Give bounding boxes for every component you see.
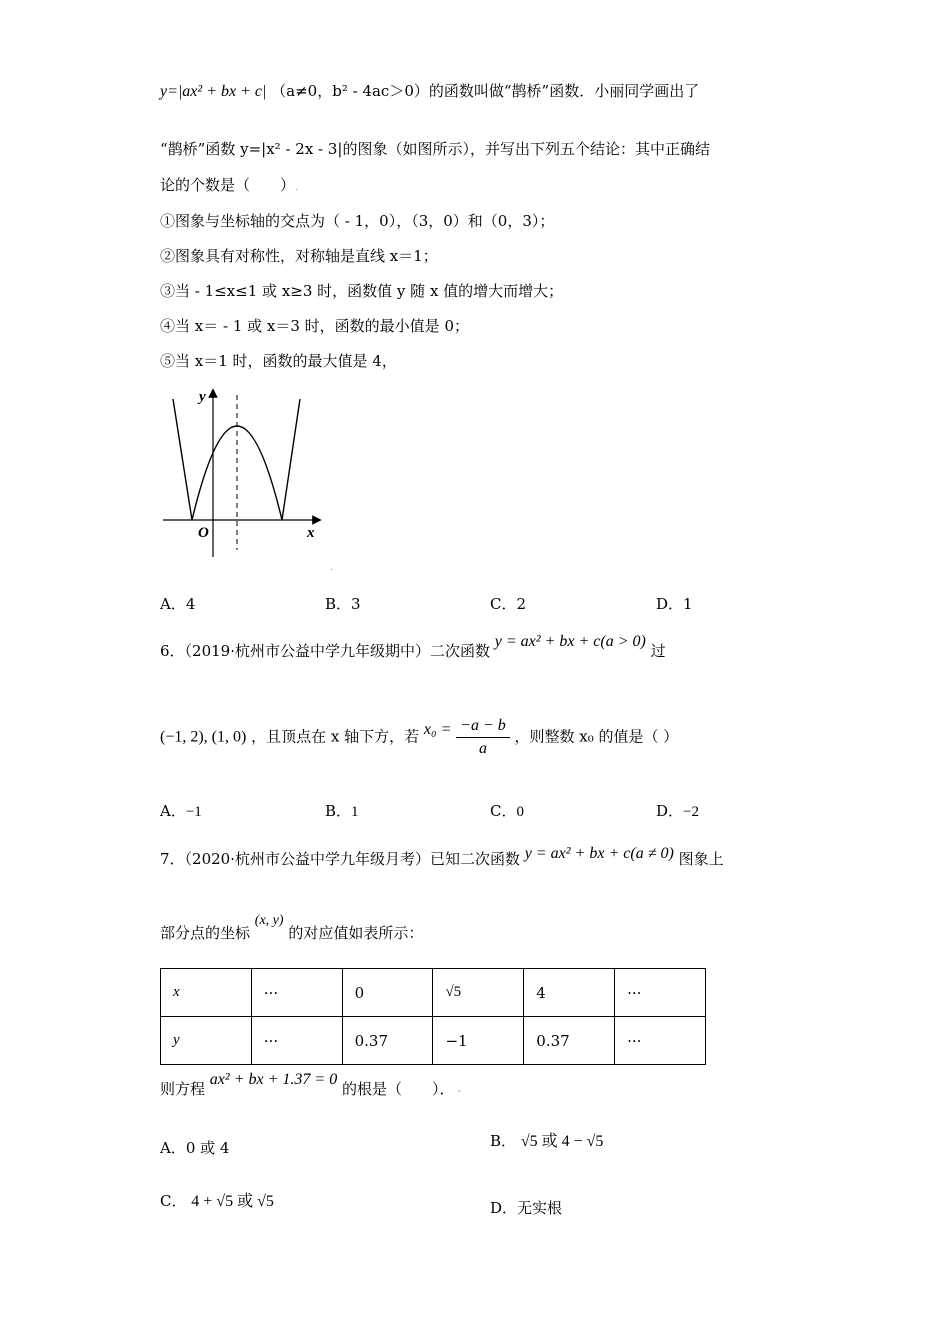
q7-option-c-letter: C．: [160, 1192, 187, 1210]
q5-option-b: B．3: [325, 595, 361, 613]
table-cell: x: [161, 969, 252, 1017]
statement-5: ⑤当 x＝1 时，函数的最大值是 4，: [160, 352, 397, 370]
table-cell: y: [161, 1017, 252, 1065]
q7-option-a-letter: A．: [160, 1139, 186, 1157]
intro-text-1: 的函数叫做“鹊桥”函数．小丽同学画出了: [428, 82, 700, 100]
q7-line-1: [160, 845, 724, 871]
q7-suffix: 图象上: [678, 850, 724, 868]
table-cell: √5: [433, 969, 524, 1017]
q6-option-c-letter: C．: [490, 802, 517, 820]
value-table: [160, 968, 706, 1065]
q7-option-c: [160, 1190, 274, 1213]
table-row: [161, 969, 706, 1017]
q6-fraction: [456, 715, 510, 760]
q7-prefix: 7．（2020·杭州市公益中学九年级月考）已知二次函数: [160, 850, 520, 868]
q6-option-b-value: 1: [351, 804, 359, 820]
x-axis-label: x: [307, 525, 315, 541]
intro-line-3: 论的个数是（ ）.: [160, 176, 299, 194]
q6-frac-denominator: a: [478, 740, 487, 757]
table-cell: ···: [615, 969, 706, 1017]
statement-4: ④当 x＝ - 1 或 x＝3 时，函数的最小值是 0；: [160, 317, 469, 335]
q6-option-a-letter: A．: [160, 802, 186, 820]
q6-option-d-letter: D．: [656, 802, 684, 820]
table-cell: ···: [251, 969, 342, 1017]
intro-line-2: “鹊桥”函数 y=|x² - 2x - 3|的图象（如图所示），并写出下列五个结论：其中正确结: [160, 140, 710, 158]
graph-mark: .: [330, 562, 334, 573]
q5-option-a: A．4: [160, 595, 196, 613]
q7-option-c-value: 4 + √5 或 √5: [191, 1193, 274, 1210]
queqiao-condition: （a≠0，b² - 4ac＞0）: [271, 82, 429, 100]
table-cell: 4: [524, 969, 615, 1017]
q7-formula: y = ax² + bx + c(a ≠ 0): [524, 845, 674, 862]
q6-tail: ，则整数 x₀ 的值是（ ）: [514, 727, 679, 746]
q7-option-a-value: 0 或 4: [185, 1139, 230, 1157]
q6-frac-numerator: −a − b: [456, 715, 510, 738]
table-cell: 0.37: [524, 1017, 615, 1065]
q6-points: (−1, 2), (1, 0): [160, 728, 247, 746]
q6-option-b-letter: B．: [325, 802, 352, 820]
q6-option-a-value: −1: [185, 804, 202, 820]
q7-option-b: [490, 1130, 603, 1153]
q6-option-a: [160, 800, 202, 823]
q7-eq-suffix: 的根是（ ）．: [341, 1080, 455, 1098]
q7-line2-a: 部分点的坐标: [160, 924, 251, 942]
queqiao-formula: y=|ax² + bx + c|: [160, 83, 267, 100]
q6-prefix: 6．（2019·杭州市公益中学九年级期中）二次函数: [160, 642, 490, 660]
table-cell: −1: [433, 1017, 524, 1065]
question-stem: 论的个数是（ ）: [160, 176, 296, 194]
origin-label: O: [198, 525, 209, 541]
y-axis-label: y: [199, 389, 206, 405]
q6-line-2: [160, 715, 678, 760]
q7-eq-prefix: 则方程: [160, 1080, 206, 1098]
q6-option-b: [325, 800, 359, 823]
intro-line-1: [160, 80, 699, 103]
q6-mid: ，且顶点在 x 轴下方，若: [251, 727, 420, 746]
q6-option-d-value: −2: [683, 804, 699, 820]
q6-x0: x₀ =: [423, 720, 452, 738]
q7-option-d: [490, 1197, 562, 1219]
table-row: [161, 1017, 706, 1065]
q7-coord: (x, y): [254, 913, 284, 928]
q7-option-d-letter: D．: [490, 1199, 518, 1217]
statement-1: ①图象与坐标轴的交点为（ - 1，0），（3，0）和（0，3）；: [160, 212, 555, 230]
statement-3: ③当 - 1≤x≤1 或 x≥3 时，函数值 y 随 x 值的增大而增大；: [160, 282, 564, 300]
table-cell: ···: [615, 1017, 706, 1065]
q7-option-b-value: √5 或 4 − √5: [520, 1133, 604, 1150]
table-cell: 0.37: [342, 1017, 433, 1065]
q5-option-c: C．2: [490, 595, 527, 613]
q7-option-d-value: 无实根: [517, 1199, 563, 1217]
q7-option-b-letter: B．: [490, 1132, 517, 1150]
table-cell: ···: [251, 1017, 342, 1065]
queqiao-graph: [155, 385, 330, 560]
q6-formula: y = ax² + bx + c(a > 0): [494, 633, 646, 650]
q6-option-c-value: 0: [516, 804, 524, 820]
q7-line-2: [160, 913, 424, 946]
statement-2: ②图象具有对称性，对称轴是直线 x＝1；: [160, 247, 438, 265]
q6-option-c: [490, 800, 524, 823]
q7-equation: ax² + bx + 1.37 = 0: [209, 1071, 338, 1088]
q7-equation-line: 则方程 ax² + bx + 1.37 = 0 的根是（ ）． -: [160, 1071, 462, 1098]
table-cell: 0: [342, 969, 433, 1017]
q5-option-d: D．1: [656, 595, 693, 613]
q6-line-1: [160, 633, 666, 663]
q7-line2-b: 的对应值如表所示：: [288, 924, 424, 942]
q6-option-d: [656, 800, 699, 823]
q7-option-a: [160, 1137, 229, 1159]
q6-suffix: 过: [650, 642, 666, 660]
